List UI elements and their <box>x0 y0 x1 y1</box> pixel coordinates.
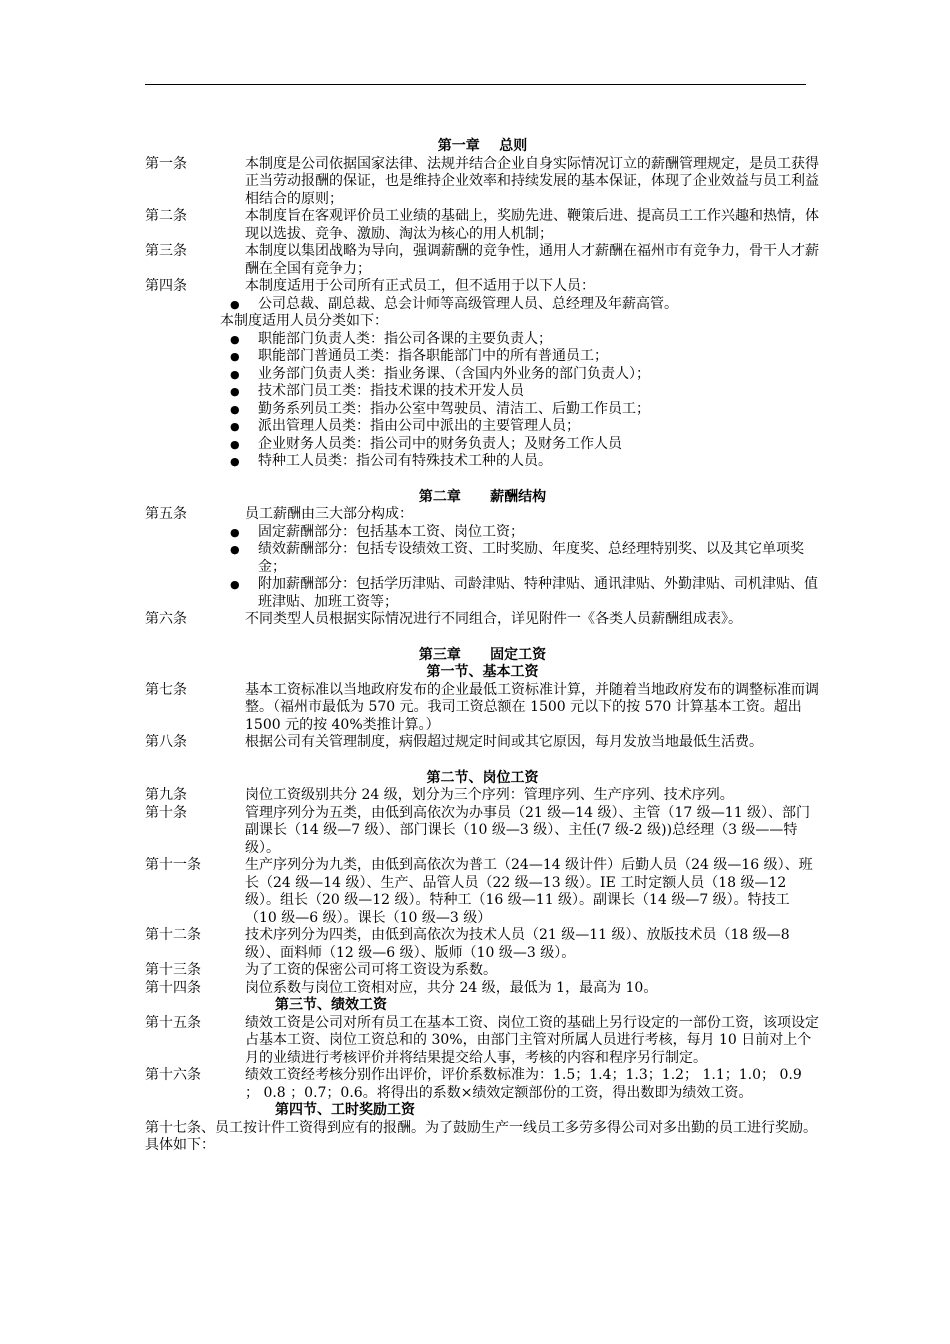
article-text: 本制度旨在客观评价员工业绩的基础上，奖励先进、鞭策后进、提高员工工作兴趣和热情，体现以选拔、竞争、激励、淘汰为核心的用人机制； <box>245 208 819 242</box>
article-15 <box>145 1015 820 1068</box>
list-item <box>145 436 820 454</box>
article-label: 第十六条 <box>145 1067 201 1083</box>
list-item <box>145 366 820 384</box>
article-label: 第十二条 <box>145 927 201 943</box>
article-text: 根据公司有关管理制度，病假超过规定时间或其它原因，每月发放当地最低生活费。 <box>245 734 763 750</box>
article-label: 第九条 <box>145 787 187 803</box>
article-label: 第十一条 <box>145 857 201 873</box>
article-10 <box>145 805 820 858</box>
chapter-3-title: 第三章 固定工资 <box>418 646 547 663</box>
header-rule <box>145 84 806 85</box>
bullet-icon: ● <box>230 455 240 468</box>
list-item-text: 技术部门员工类：指技术课的技术开发人员 <box>258 383 524 399</box>
list-item <box>145 331 820 349</box>
list-item <box>145 418 820 436</box>
article-16 <box>145 1067 820 1102</box>
spacer <box>145 629 820 647</box>
article-label: 第六条 <box>145 611 187 627</box>
article-label: 第十三条 <box>145 962 201 978</box>
list-item-text: 派出管理人员类：指由公司中派出的主要管理人员； <box>258 418 580 434</box>
article-text: 绩效工资经考核分别作出评价，评价系数标准为：1.5；1.4；1.3；1.2； 1.1；1.0； 0.9 ； 0.8 ；0.7；0.6。将得出的系数×绩效定额部份的工资，得出数即为绩效工资。 <box>245 1067 802 1101</box>
list-item-text: 职能部门普通员工类：指各职能部门中的所有普通员工； <box>258 348 608 364</box>
article-label: 第三条 <box>145 243 187 259</box>
list-item-text: 职能部门负责人类：指公司各课的主要负责人； <box>258 330 552 347</box>
article-17-text: 第十七条、员工按计件工资得到应有的报酬。为了鼓励生产一线员工多劳多得公司对多出勤的员工进行奖励。具体如下： <box>145 1119 817 1153</box>
bullet-icon: ● <box>230 402 240 416</box>
list-item-text: 特种工人员类：指公司有特殊技术工种的人员。 <box>258 453 552 469</box>
article-text: 岗位工资级别共分 24 级，划分为三个序列：管理序列、生产序列、技术序列。 <box>245 787 734 803</box>
article-9 <box>145 787 820 805</box>
article-label: 第八条 <box>145 734 187 750</box>
list-item-text: 附加薪酬部分：包括学历津贴、司龄津贴、特种津贴、通讯津贴、外勤津贴、司机津贴、值班津贴、加班工资等； <box>258 576 818 610</box>
list-item <box>145 453 820 471</box>
article-text: 本制度适用于公司所有正式员工，但不适用于以下人员： <box>245 278 595 294</box>
article-4 <box>145 278 820 296</box>
list-item-text: 勤务系列员工类：指办公室中驾驶员、清洁工、后勤工作员工； <box>258 400 650 417</box>
bullet-icon: ● <box>230 367 240 381</box>
article-label: 第十五条 <box>145 1014 201 1031</box>
article-text: 基本工资标准以当地政府发布的企业最低工资标准计算，并随着当地政府发布的调整标准而调整。（福州市最低为 570 元。我司工资总额在 1500 元以下的按 570 计算基本工资。超出 1500 元的按 40%类推计算。） <box>245 681 819 733</box>
spacer <box>145 471 820 489</box>
bullet-icon: ● <box>230 578 240 591</box>
article-12 <box>145 927 820 962</box>
article-text: 技术序列分为四类，由低到高依次为技术人员（21 级—11 级）、放版技术员（18 级—8 级）、面料师（12 级—6 级）、版师（10 级—3 级）。 <box>245 927 790 961</box>
article-13 <box>145 962 820 980</box>
article-text: 管理序列分为五类，由低到高依次为办事员（21 级—14 级）、主管（17 级—11 级）、部门副课长（14 级—7 级）、部门课长（10 级—3 级）、主任(7 级-2 级))总经理（3 级——特级）。 <box>245 804 811 856</box>
bullet-icon: ● <box>230 543 240 556</box>
article-7 <box>145 682 820 735</box>
article-text: 绩效工资是公司对所有员工在基本工资、岗位工资的基础上另行设定的一部份工资，该项设定占基本工资、岗位工资总和的 30%，由部门主管对所属人员进行考核，每月 10 日前对上个月的业绩进行考核评价并将结果提交给人事，考核的内容和程序另行制定。 <box>245 1014 819 1066</box>
bullet-icon: ● <box>230 332 240 346</box>
article-5 <box>145 506 820 524</box>
article-text: 本制度以集团战略为导向，强调薪酬的竞争性，通用人才薪酬在福州市有竞争力，骨干人才薪酬在全国有竞争力； <box>245 243 819 277</box>
spacer <box>145 752 820 770</box>
chapter-1-title: 第一章 总则 <box>437 138 528 154</box>
list-item-text: 业务部门负责人类：指业务课、（含国内外业务的部门负责人）； <box>258 365 650 382</box>
article-text: 为了工资的保密公司可将工资设为系数。 <box>245 962 497 978</box>
article-14 <box>145 980 820 998</box>
chapter-2-title: 第二章 薪酬结构 <box>418 488 547 505</box>
bullet-icon: ● <box>230 385 240 398</box>
article-label: 第四条 <box>145 278 187 294</box>
bullet-icon: ● <box>230 297 240 311</box>
article-label: 第五条 <box>145 506 187 522</box>
article-text: 本制度是公司依据国家法律、法规并结合企业自身实际情况订立的薪酬管理规定，是员工获得正当劳动报酬的保证，也是维持企业效率和持续发展的基本保证，体现了企业效益与员工利益相结合的原则； <box>245 155 819 207</box>
section-2-title: 第二节、岗位工资 <box>426 769 539 786</box>
bullet-icon: ● <box>230 525 240 539</box>
list-item <box>145 541 820 576</box>
section-3-title: 第三节、绩效工资 <box>275 997 387 1013</box>
classify-title: 本制度适用人员分类如下： <box>220 313 388 329</box>
article-text: 生产序列分为九类，由低到高依次为普工（24—14 级计件）后勤人员（24 级—16 级）、班长（24 级—14 级）、生产、品管人员（22 级—13 级）。IE 工时定额人员（18 级—12 级）。组长（20 级—12 级）。特种工（16 级—11 级）。副课长（14 级—7 级）。特技工（10 级—6 级）。课长（10 级—3 级） <box>245 857 813 926</box>
article-2 <box>145 208 820 243</box>
list-item-text: 固定薪酬部分：包括基本工资、岗位工资； <box>258 523 524 540</box>
article-label: 第二条 <box>145 208 187 224</box>
list-item-text: 公司总裁、副总裁、总会计师等高级管理人员、总经理及年薪高管。 <box>258 295 678 312</box>
article-3 <box>145 243 820 278</box>
article-1 <box>145 156 820 209</box>
section-4-title: 第四节、工时奖励工资 <box>275 1102 415 1118</box>
article-label: 第七条 <box>145 681 187 698</box>
list-item-text: 绩效薪酬部分：包括专设绩效工资、工时奖励、年度奖、总经理特别奖、以及其它单项奖金； <box>258 541 804 575</box>
list-item <box>145 524 820 542</box>
bullet-icon: ● <box>230 350 240 363</box>
article-text: 岗位系数与岗位工资相对应，共分 24 级，最低为 1，最高为 10。 <box>245 979 658 996</box>
list-item <box>145 576 820 611</box>
bullet-icon: ● <box>230 420 240 433</box>
list-item <box>145 296 820 314</box>
article-text: 不同类型人员根据实际情况进行不同组合，详见附件一《各类人员薪酬组成表》。 <box>245 611 742 627</box>
list-item <box>145 383 820 401</box>
document-body <box>145 138 820 1155</box>
article-8 <box>145 734 820 752</box>
list-item-text: 企业财务人员类：指公司中的财务负责人；及财务工作人员 <box>258 435 622 452</box>
article-11 <box>145 857 820 927</box>
article-6 <box>145 611 820 629</box>
list-item <box>145 348 820 366</box>
article-label: 第十四条 <box>145 979 201 996</box>
article-text: 员工薪酬由三大部分构成： <box>245 506 413 522</box>
bullet-icon: ● <box>230 437 240 451</box>
article-label: 第十条 <box>145 804 187 821</box>
section-1-title: 第一节、基本工资 <box>426 664 539 680</box>
article-label: 第一条 <box>145 155 187 172</box>
list-item <box>145 401 820 419</box>
